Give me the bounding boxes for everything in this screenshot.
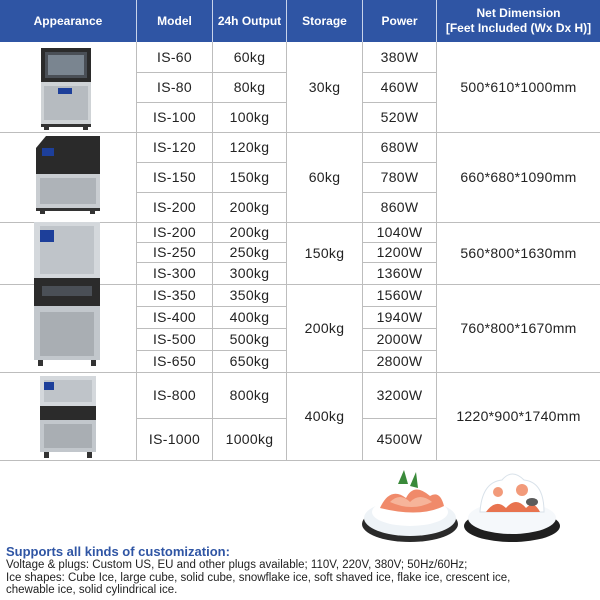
power-cell: 520W [380, 109, 419, 125]
model-cell: IS-100 [152, 109, 197, 125]
output-cell: 120kg [229, 139, 270, 155]
output-cell: 60kg [233, 49, 266, 65]
power-cell: 780W [380, 169, 419, 185]
output-cell: 250kg [229, 244, 270, 260]
storage-cell: 200kg [304, 320, 345, 336]
customization-ice-shapes-cont: chewable ice, solid cylindrical ice. [6, 584, 178, 596]
customization-note [6, 545, 596, 597]
output-cell: 300kg [229, 265, 270, 281]
header-output: 24h Output [217, 13, 282, 28]
output-cell: 500kg [229, 331, 270, 347]
power-cell: 1560W [376, 287, 423, 303]
output-cell: 350kg [229, 287, 270, 303]
model-cell: IS-200 [152, 199, 197, 215]
output-cell: 400kg [229, 309, 270, 325]
header-dimension-line1: Net Dimension [476, 6, 561, 20]
header-model: Model [157, 13, 192, 28]
model-cell: IS-800 [152, 387, 197, 403]
model-cell: IS-650 [152, 353, 197, 369]
model-cell: IS-400 [152, 309, 197, 325]
dimension-cell: 500*610*1000mm [460, 79, 577, 95]
sashimi-ice-bowl-image [360, 462, 460, 544]
output-cell: 150kg [229, 169, 270, 185]
header-appearance: Appearance [33, 13, 103, 28]
model-cell: IS-120 [152, 139, 197, 155]
dimension-cell: 760*800*1670mm [460, 320, 577, 336]
model-cell: IS-1000 [148, 431, 201, 447]
output-cell: 800kg [229, 387, 270, 403]
output-cell: 1000kg [225, 431, 274, 447]
model-cell: IS-80 [157, 79, 192, 95]
power-cell: 380W [380, 49, 419, 65]
seafood-ice-bowl-image [462, 462, 562, 544]
ice-machine-image-tall [30, 222, 104, 368]
customization-title: Supports all kinds of customization: [6, 544, 230, 559]
power-cell: 1200W [376, 244, 423, 260]
output-cell: 100kg [229, 109, 270, 125]
power-cell: 860W [380, 199, 419, 215]
ice-machine-image-medium [32, 134, 104, 214]
header-storage: Storage [302, 13, 347, 28]
header-dimension [437, 0, 600, 42]
table-header [0, 0, 600, 42]
power-cell: 2800W [376, 353, 423, 369]
model-cell: IS-150 [152, 169, 197, 185]
power-cell: 2000W [376, 331, 423, 347]
dimension-cell: 660*680*1090mm [460, 169, 577, 185]
output-cell: 650kg [229, 353, 270, 369]
header-dimension-line2: [Feet Included (Wx Dx H)] [445, 21, 592, 35]
dimension-cell: 560*800*1630mm [460, 245, 577, 261]
storage-cell: 60kg [308, 169, 341, 185]
model-cell: IS-500 [152, 331, 197, 347]
dimension-cell: 1220*900*1740mm [456, 408, 581, 424]
power-cell: 1940W [376, 309, 423, 325]
customization-ice-shapes: Ice shapes: Cube Ice, large cube, solid cube, snowflake ice, soft shaved ice, flake ice, crescent ice, [6, 571, 511, 584]
power-cell: 460W [380, 79, 419, 95]
model-cell: IS-60 [157, 49, 192, 65]
power-cell: 1040W [376, 224, 423, 240]
ice-machine-image-small [38, 48, 94, 130]
storage-cell: 400kg [304, 408, 345, 424]
model-cell: IS-200 [152, 224, 197, 240]
output-cell: 200kg [229, 224, 270, 240]
output-cell: 200kg [229, 199, 270, 215]
output-cell: 80kg [233, 79, 266, 95]
power-cell: 680W [380, 139, 419, 155]
ice-machine-image-large [36, 376, 100, 458]
storage-cell: 150kg [304, 245, 345, 261]
power-cell: 3200W [376, 387, 423, 403]
model-cell: IS-350 [152, 287, 197, 303]
power-cell: 4500W [376, 431, 423, 447]
storage-cell: 30kg [308, 79, 341, 95]
model-cell: IS-250 [152, 244, 197, 260]
customization-voltage: Voltage & plugs: Custom US, EU and other plugs available; 110V, 220V, 380V; 50Hz/60Hz; [6, 559, 468, 571]
power-cell: 1360W [376, 265, 423, 281]
grid-line [0, 460, 600, 461]
header-power: Power [381, 13, 418, 28]
model-cell: IS-300 [152, 265, 197, 281]
